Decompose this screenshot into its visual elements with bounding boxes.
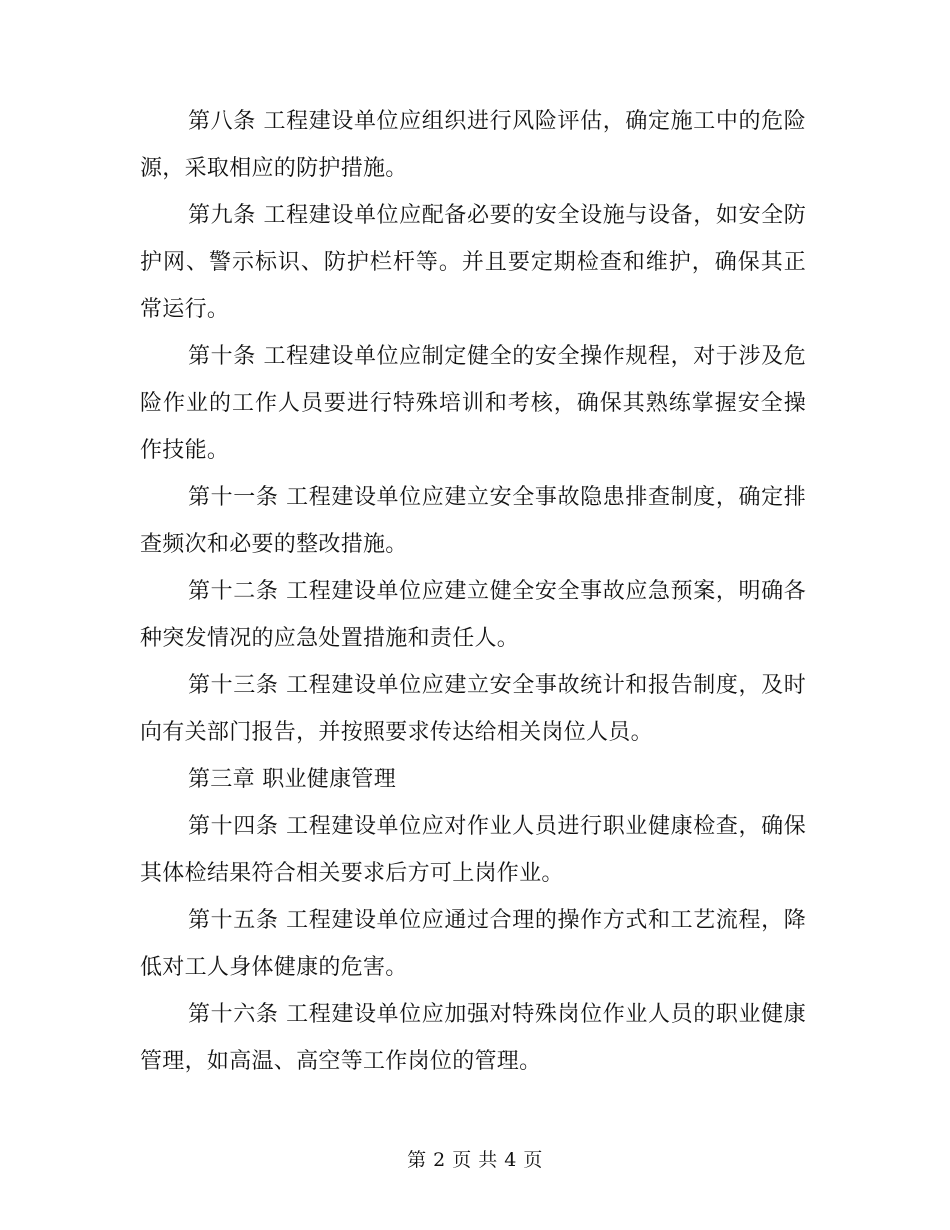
page-number: 第 2 页 共 4 页 [407,1149,543,1171]
chapter-3-heading: 第三章 职业健康管理 [188,767,396,792]
document-body [140,98,806,1085]
article-14-paragraph: 第十四条 工程建设单位应对作业人员进行职业健康检查，确保其体检结果符合相关要求后方可上岗作业。 [140,814,806,886]
article-9-paragraph: 第九条 工程建设单位应配备必要的安全设施与设备，如安全防护网、警示标识、防护栏杆等。并且要定期检查和维护，确保其正常运行。 [140,203,806,322]
article-8-paragraph: 第八条 工程建设单位应组织进行风险评估，确定施工中的危险源，采取相应的防护措施。 [140,109,806,181]
article-16-paragraph: 第十六条 工程建设单位应加强对特殊岗位作业人员的职业健康管理，如高温、高空等工作岗位的管理。 [140,1002,806,1074]
page-footer [0,1148,950,1172]
article-15-paragraph: 第十五条 工程建设单位应通过合理的操作方式和工艺流程，降低对工人身体健康的危害。 [140,908,806,980]
article-11-paragraph: 第十一条 工程建设单位应建立安全事故隐患排查制度，确定排查频次和必要的整改措施。 [140,485,806,557]
article-10-paragraph: 第十条 工程建设单位应制定健全的安全操作规程，对于涉及危险作业的工作人员要进行特殊培训和考核，确保其熟练掌握安全操作技能。 [140,344,806,463]
article-12-paragraph: 第十二条 工程建设单位应建立健全安全事故应急预案，明确各种突发情况的应急处置措施和责任人。 [140,579,806,651]
article-13-paragraph: 第十三条 工程建设单位应建立安全事故统计和报告制度，及时向有关部门报告，并按照要求传达给相关岗位人员。 [140,673,806,745]
